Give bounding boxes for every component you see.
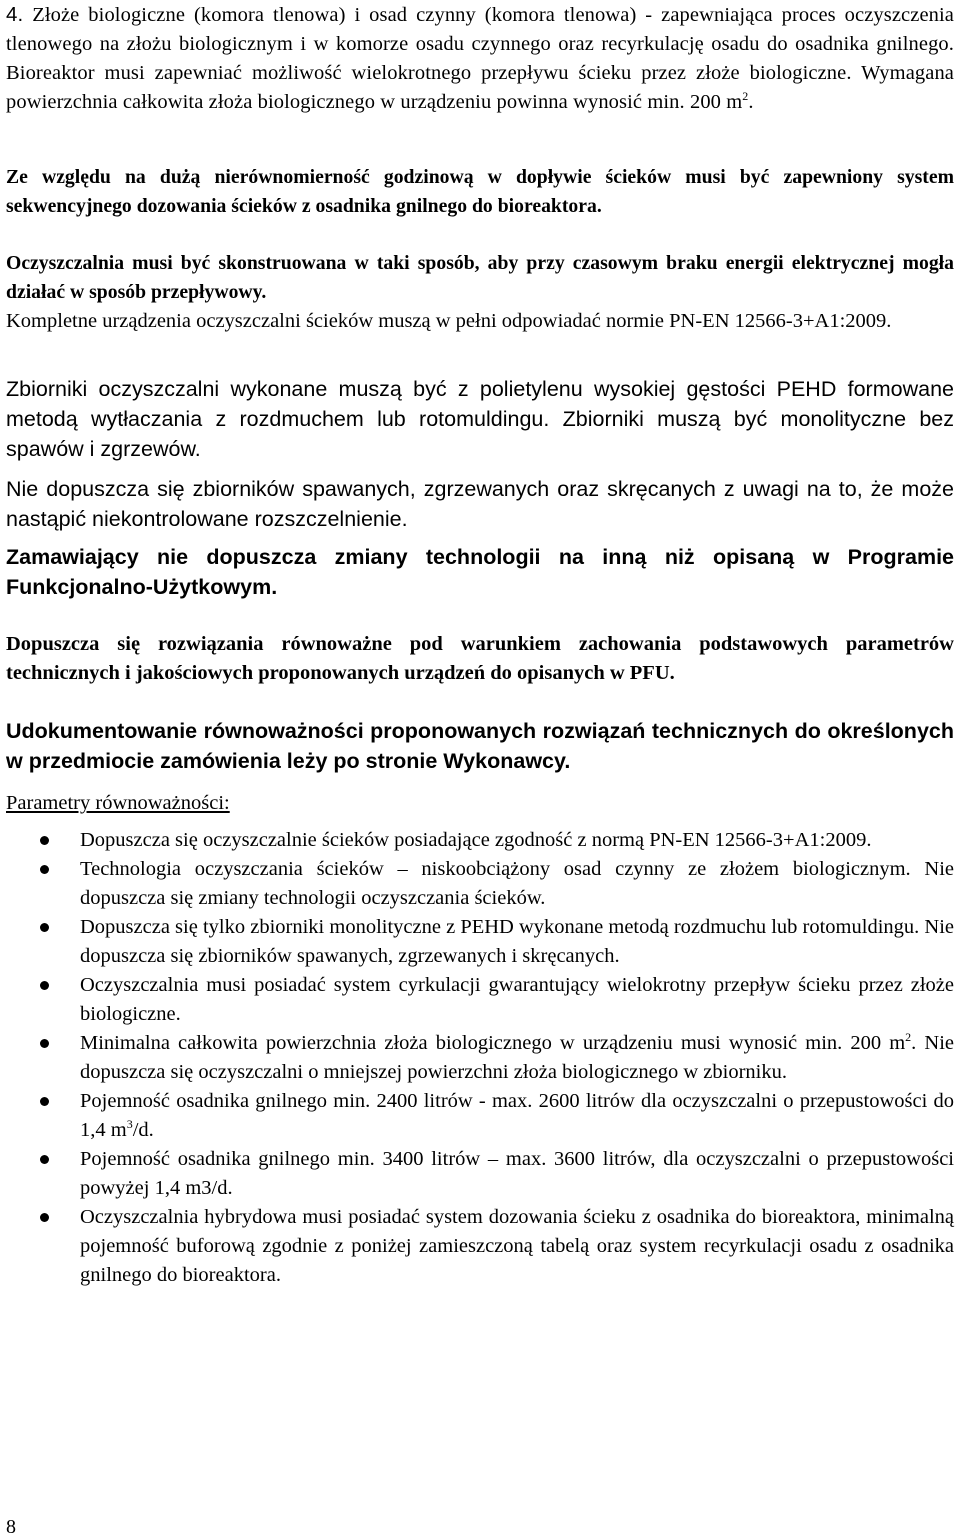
bullet-icon bbox=[40, 1097, 49, 1106]
item-4-text: Złoże biologiczne (komora tlenowa) i osad czynny (komora tlenowa) - zapewniająca proces oczyszczenia tlenowego na złożu biologicznym i w komorze osadu czynnego oraz recyrkulację osadu do osadnika gnilnego. Bioreaktor musi zapewniać możliwość wielokrotnego przepływu ścieku przez złoże biologiczne. Wymagana powierzchnia całkowita złoża biologicznego w urządzeniu powinna wynosić min. 200 m bbox=[6, 4, 954, 113]
bullet-icon bbox=[40, 1213, 49, 1222]
item-number: 4. bbox=[6, 3, 24, 26]
list-item bbox=[6, 1087, 954, 1145]
list-item bbox=[6, 1029, 954, 1087]
list-item bbox=[6, 855, 954, 913]
list-item-text: Oczyszczalnia hybrydowa musi posiadać system dozowania ścieku z osadnika do bioreaktora, minimalną pojemność buforową zgodnie z poniżej zamieszczoną tabelą oraz system recyrkulacji osadu z osadnika gnilnego do bioreaktora. bbox=[80, 1206, 954, 1286]
item-4-paragraph bbox=[6, 0, 954, 117]
list-item bbox=[6, 971, 954, 1029]
list-item-text-end: /d. bbox=[132, 1119, 154, 1141]
list-item-text: Minimalna całkowita powierzchnia złoża biologicznego w urządzeniu musi wynosić min. 200 m bbox=[80, 1032, 906, 1054]
bullet-icon bbox=[40, 923, 49, 932]
no-welded-tanks-paragraph: Nie dopuszcza się zbiorników spawanych, zgrzewanych oraz skręcanych z uwagi na to, że może nastąpić niekontrolowane rozszczelnienie. bbox=[6, 477, 954, 531]
equivalent-solutions-paragraph: Dopuszcza się rozwiązania równoważne pod warunkiem zachowania podstawowych parametrów technicznych i jakościowych proponowanych urządzeń do opisanych w PFU. bbox=[6, 633, 954, 684]
superscript: 2 bbox=[742, 89, 749, 104]
list-item-text-end: . Nie dopuszcza się oczyszczalni o mniejszej powierzchni złoża biologicznego w zbiorniku. bbox=[80, 1032, 954, 1083]
list-item-text: Dopuszcza się tylko zbiorniki monolityczne z PEHD wykonane metodą rozdmuchu lub rotomuldingu. Nie dopuszcza się zbiorników spawanych, zgrzewanych i skręcanych. bbox=[80, 916, 954, 967]
page-number: 8 bbox=[6, 1516, 16, 1538]
list-item-text: Technologia oczyszczania ścieków – niskoobciążony osad czynny ze złożem biologicznym. Nie dopuszcza się zmiany technologii oczyszczania ścieków. bbox=[80, 858, 954, 909]
bullet-icon bbox=[40, 1155, 49, 1164]
bullet-icon bbox=[40, 836, 49, 845]
superscript: 2 bbox=[905, 1030, 912, 1045]
standard-paragraph: Kompletne urządzenia oczyszczalni ścieków muszą w pełni odpowiadać normie PN-EN 12566-3+A1:2009. bbox=[6, 310, 892, 332]
superscript: 3 bbox=[126, 1117, 133, 1132]
list-item-text: Oczyszczalnia musi posiadać system cyrkulacji gwarantujący wielokrotny przepływ ścieku przez złoże biologiczne. bbox=[80, 974, 954, 1025]
params-list bbox=[6, 826, 954, 1290]
documentation-paragraph: Udokumentowanie równoważności proponowanych rozwiązań technicznych do określonych w przedmiocie zamówienia leży po stronie Wykonawcy. bbox=[6, 719, 954, 773]
tanks-pehd-paragraph: Zbiorniki oczyszczalni wykonane muszą być z polietylenu wysokiej gęstości PEHD formowane metodą wytłaczania z rozdmuchem lub rotomuldingu. Zbiorniki muszą być monolityczne bez spawów i zgrzewów. bbox=[6, 377, 954, 461]
list-item bbox=[6, 1145, 954, 1203]
list-item-text: Pojemność osadnika gnilnego min. 2400 litrów - max. 2600 litrów dla oczyszczalni o przepustowości do 1,4 m bbox=[80, 1090, 954, 1141]
list-item-text: Dopuszcza się oczyszczalnie ścieków posiadające zgodność z normą PN-EN 12566-3+A1:2009. bbox=[80, 829, 872, 851]
list-item bbox=[6, 913, 954, 971]
bullet-icon bbox=[40, 981, 49, 990]
item-4-text-end: . bbox=[748, 91, 754, 113]
list-item bbox=[6, 826, 954, 855]
list-item bbox=[6, 1203, 954, 1290]
no-technology-change-paragraph: Zamawiający nie dopuszcza zmiany technologii na inną niż opisaną w Programie Funkcjonalno-Użytkowym. bbox=[6, 545, 954, 599]
list-item-text: Pojemność osadnika gnilnego min. 3400 litrów – max. 3600 litrów, dla oczyszczalni o przepustowości powyżej 1,4 m3/d. bbox=[80, 1148, 954, 1199]
bullet-icon bbox=[40, 865, 49, 874]
gravity-flow-paragraph: Oczyszczalnia musi być skonstruowana w taki sposób, aby przy czasowym braku energii elektrycznej mogła działać w sposób przepływowy. bbox=[6, 252, 954, 303]
params-heading: Parametry równoważności: bbox=[6, 792, 230, 814]
bullet-icon bbox=[40, 1039, 49, 1048]
sequential-dosing-paragraph: Ze względu na dużą nierównomierność godzinową w dopływie ścieków musi być zapewniony system sekwencyjnego dozowania ścieków z osadnika gnilnego do bioreaktora. bbox=[6, 166, 954, 217]
